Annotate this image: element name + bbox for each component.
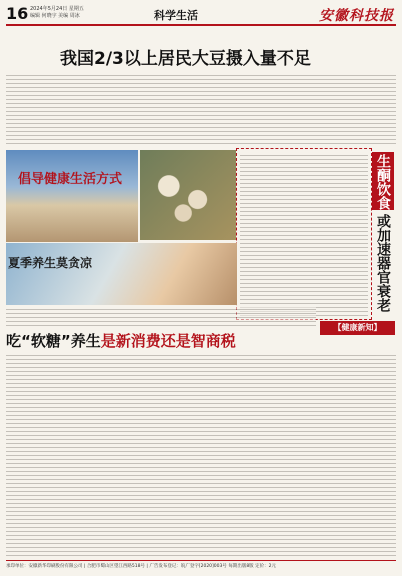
headline-gummies-part2: 是新消费还是智商税	[100, 332, 236, 350]
page-footer: 承印单位：安徽新华印刷股份有限公司 | 合肥市蜀山区望江西路518号 | 广告发布登记：皖广登字[2020]003号 每期出版8版 定价：2元	[6, 560, 396, 572]
headline-gummies	[6, 330, 236, 351]
photo-caption: 倡导健康生活方式	[17, 172, 122, 187]
sidebar-headline-red: 生酮饮食	[372, 152, 394, 210]
health-column-tag: 【健康新知】	[320, 321, 395, 335]
body-text-block-1	[6, 72, 396, 146]
issue-meta: 2024年5月24日 星期五 编辑 何晓宇 美编 周冰	[30, 6, 84, 19]
headline-gummies-part1: 吃“软糖”养生	[6, 332, 101, 350]
section-title: 科学生活	[154, 9, 198, 22]
body-text-block-2	[240, 152, 368, 317]
soybean-photo	[140, 150, 236, 240]
article-photo	[6, 150, 138, 242]
sidebar-headline-black: 或加速器官衰老	[375, 214, 391, 312]
headline-summer: 夏季养生莫贪凉	[8, 256, 93, 270]
masthead-logo: 安徽科技报	[319, 8, 394, 24]
page-header	[6, 4, 396, 26]
summer-photo	[6, 243, 237, 305]
headline-soybean: 我国2/3以上居民大豆摄入量不足	[60, 49, 311, 69]
body-text-block-3	[6, 306, 316, 326]
page-number: 16	[6, 4, 29, 23]
body-text-block-4	[6, 352, 396, 556]
